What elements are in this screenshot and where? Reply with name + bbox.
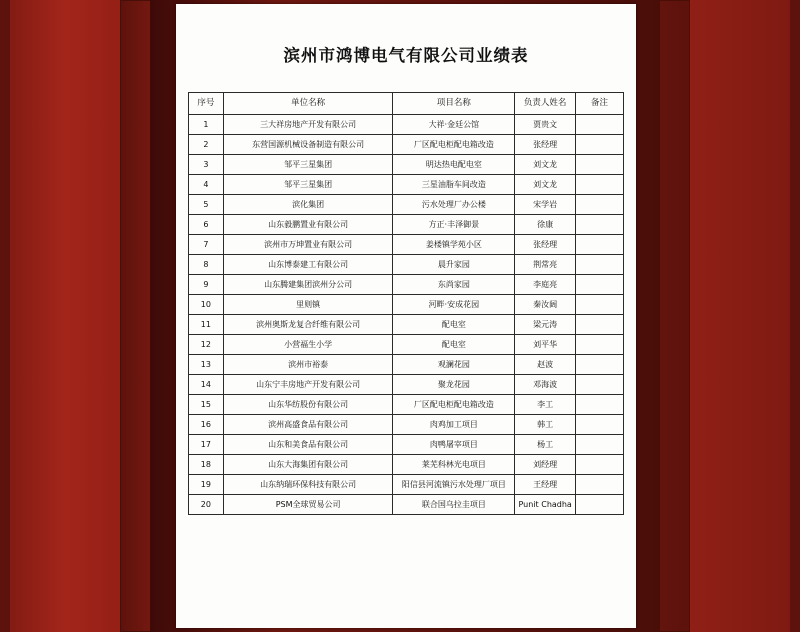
cell-index: 13 bbox=[189, 355, 224, 375]
cell-remark bbox=[576, 115, 624, 135]
performance-table bbox=[188, 92, 624, 515]
cell-unit-name: 东营国源机械设备制造有限公司 bbox=[223, 135, 393, 155]
cell-owner-name: 赵波 bbox=[515, 355, 576, 375]
cell-project-name: 方正·丰泽御景 bbox=[393, 215, 515, 235]
table-row bbox=[189, 255, 624, 275]
cell-owner-name: 刘文龙 bbox=[515, 175, 576, 195]
cell-index: 7 bbox=[189, 235, 224, 255]
cell-owner-name: 荆常亮 bbox=[515, 255, 576, 275]
cell-project-name: 观澜花园 bbox=[393, 355, 515, 375]
cell-owner-name: 徐康 bbox=[515, 215, 576, 235]
cell-remark bbox=[576, 355, 624, 375]
cell-owner-name: 梁元涛 bbox=[515, 315, 576, 335]
column-header-project-name: 项目名称 bbox=[393, 93, 515, 115]
cell-owner-name: 张经理 bbox=[515, 235, 576, 255]
cell-project-name: 联合国乌拉圭项目 bbox=[393, 495, 515, 515]
cell-owner-name: 杨工 bbox=[515, 435, 576, 455]
column-header-owner-name: 负责人姓名 bbox=[515, 93, 576, 115]
cell-owner-name: 张经理 bbox=[515, 135, 576, 155]
cell-unit-name: 三大祥房地产开发有限公司 bbox=[223, 115, 393, 135]
cell-remark bbox=[576, 295, 624, 315]
cell-index: 16 bbox=[189, 415, 224, 435]
column-header-remark: 备注 bbox=[576, 93, 624, 115]
cell-owner-name: 贾贵文 bbox=[515, 115, 576, 135]
cell-project-name: 厂区配电柜配电箱改造 bbox=[393, 135, 515, 155]
table-row bbox=[189, 395, 624, 415]
cell-unit-name: 里则镇 bbox=[223, 295, 393, 315]
table-row bbox=[189, 115, 624, 135]
cell-project-name: 阳信县河流镇污水处理厂项目 bbox=[393, 475, 515, 495]
cell-owner-name: 宋学岩 bbox=[515, 195, 576, 215]
cell-unit-name: 山东毅鹏置业有限公司 bbox=[223, 215, 393, 235]
cell-remark bbox=[576, 315, 624, 335]
table-row bbox=[189, 475, 624, 495]
table-row bbox=[189, 215, 624, 235]
cell-unit-name: 滨州市裕泰 bbox=[223, 355, 393, 375]
cell-project-name: 污水处理厂办公楼 bbox=[393, 195, 515, 215]
cell-owner-name: 韩工 bbox=[515, 415, 576, 435]
cell-owner-name: Punit Chadha bbox=[515, 495, 576, 515]
cell-index: 1 bbox=[189, 115, 224, 135]
cell-index: 18 bbox=[189, 455, 224, 475]
table-row bbox=[189, 375, 624, 395]
table-row bbox=[189, 355, 624, 375]
table-row bbox=[189, 455, 624, 475]
cell-unit-name: 邹平三星集团 bbox=[223, 175, 393, 195]
cell-remark bbox=[576, 395, 624, 415]
table-row bbox=[189, 275, 624, 295]
cell-unit-name: 小营福生小学 bbox=[223, 335, 393, 355]
table-row bbox=[189, 335, 624, 355]
cell-index: 3 bbox=[189, 155, 224, 175]
cell-index: 8 bbox=[189, 255, 224, 275]
table-row bbox=[189, 235, 624, 255]
cell-unit-name: 山东纳瑞环保科技有限公司 bbox=[223, 475, 393, 495]
cell-unit-name: 山东博泰建工有限公司 bbox=[223, 255, 393, 275]
cell-remark bbox=[576, 215, 624, 235]
cell-unit-name: 滨州奥斯龙复合纤维有限公司 bbox=[223, 315, 393, 335]
cell-remark bbox=[576, 375, 624, 395]
cell-unit-name: PSM全球贸易公司 bbox=[223, 495, 393, 515]
cell-owner-name: 刘文龙 bbox=[515, 155, 576, 175]
cell-project-name: 三星油脂车间改造 bbox=[393, 175, 515, 195]
table-row bbox=[189, 495, 624, 515]
cell-owner-name: 李庭亮 bbox=[515, 275, 576, 295]
cell-owner-name: 刘平华 bbox=[515, 335, 576, 355]
cell-remark bbox=[576, 155, 624, 175]
cell-index: 12 bbox=[189, 335, 224, 355]
table-row bbox=[189, 295, 624, 315]
cell-index: 17 bbox=[189, 435, 224, 455]
cell-unit-name: 邹平三星集团 bbox=[223, 155, 393, 175]
column-header-index: 序号 bbox=[189, 93, 224, 115]
cell-unit-name: 山东宁丰房地产开发有限公司 bbox=[223, 375, 393, 395]
cell-index: 20 bbox=[189, 495, 224, 515]
cell-project-name: 莱芜科林光电项目 bbox=[393, 455, 515, 475]
cell-project-name: 配电室 bbox=[393, 315, 515, 335]
performance-table-wrapper bbox=[188, 92, 624, 515]
cell-remark bbox=[576, 175, 624, 195]
cell-project-name: 肉鸭屠宰项目 bbox=[393, 435, 515, 455]
table-row bbox=[189, 175, 624, 195]
cell-owner-name: 刘经理 bbox=[515, 455, 576, 475]
certificate-document bbox=[176, 4, 636, 628]
cell-remark bbox=[576, 435, 624, 455]
cell-remark bbox=[576, 275, 624, 295]
cell-index: 6 bbox=[189, 215, 224, 235]
cell-unit-name: 山东大海集团有限公司 bbox=[223, 455, 393, 475]
cell-index: 5 bbox=[189, 195, 224, 215]
cell-index: 2 bbox=[189, 135, 224, 155]
cell-index: 10 bbox=[189, 295, 224, 315]
cell-project-name: 厂区配电柜配电箱改造 bbox=[393, 395, 515, 415]
cell-index: 9 bbox=[189, 275, 224, 295]
cell-owner-name: 李工 bbox=[515, 395, 576, 415]
cell-project-name: 大祥·金廷公馆 bbox=[393, 115, 515, 135]
cell-index: 11 bbox=[189, 315, 224, 335]
cell-project-name: 明达热电配电室 bbox=[393, 155, 515, 175]
table-row bbox=[189, 135, 624, 155]
cell-project-name: 配电室 bbox=[393, 335, 515, 355]
cell-project-name: 河畔·安成花园 bbox=[393, 295, 515, 315]
cell-project-name: 晨升家园 bbox=[393, 255, 515, 275]
cell-remark bbox=[576, 455, 624, 475]
cell-owner-name: 秦汝阔 bbox=[515, 295, 576, 315]
cell-unit-name: 滨州高盛食品有限公司 bbox=[223, 415, 393, 435]
table-row bbox=[189, 315, 624, 335]
cell-index: 4 bbox=[189, 175, 224, 195]
cell-owner-name: 邓海波 bbox=[515, 375, 576, 395]
cell-project-name: 姜楼镇学苑小区 bbox=[393, 235, 515, 255]
cell-unit-name: 山东腾建集团滨州分公司 bbox=[223, 275, 393, 295]
cell-index: 15 bbox=[189, 395, 224, 415]
performance-table-body bbox=[189, 115, 624, 515]
cell-unit-name: 滨州市万坤置业有限公司 bbox=[223, 235, 393, 255]
column-header-unit-name: 单位名称 bbox=[223, 93, 393, 115]
cell-remark bbox=[576, 415, 624, 435]
cell-remark bbox=[576, 235, 624, 255]
cell-remark bbox=[576, 255, 624, 275]
cell-project-name: 东尚家园 bbox=[393, 275, 515, 295]
cell-project-name: 肉鸡加工项目 bbox=[393, 415, 515, 435]
cell-owner-name: 王经理 bbox=[515, 475, 576, 495]
cell-unit-name: 山东华纺股份有限公司 bbox=[223, 395, 393, 415]
table-row bbox=[189, 415, 624, 435]
document-title: 滨州市鸿博电气有限公司业绩表 bbox=[283, 46, 529, 65]
table-row bbox=[189, 195, 624, 215]
table-row bbox=[189, 435, 624, 455]
cell-remark bbox=[576, 475, 624, 495]
cell-remark bbox=[576, 135, 624, 155]
cell-project-name: 聚龙花园 bbox=[393, 375, 515, 395]
table-header-row bbox=[189, 93, 624, 115]
cell-unit-name: 滨化集团 bbox=[223, 195, 393, 215]
cell-index: 19 bbox=[189, 475, 224, 495]
cell-remark bbox=[576, 335, 624, 355]
cell-remark bbox=[576, 195, 624, 215]
cell-remark bbox=[576, 495, 624, 515]
cell-index: 14 bbox=[189, 375, 224, 395]
cell-unit-name: 山东和美食品有限公司 bbox=[223, 435, 393, 455]
table-row bbox=[189, 155, 624, 175]
